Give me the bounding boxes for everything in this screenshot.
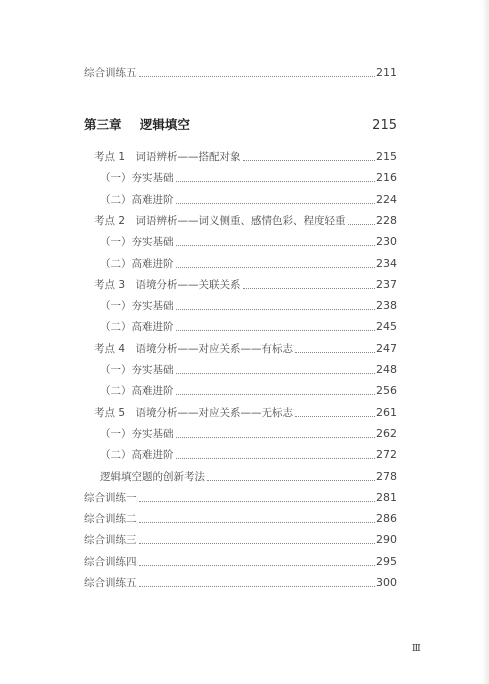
toc-entry-top[interactable] — [84, 66, 397, 80]
toc-entry-label: （一）夯实基础 — [100, 172, 174, 185]
toc-entry-label: （一）夯实基础 — [100, 427, 174, 440]
toc-entry[interactable] — [100, 470, 397, 484]
leader-dots — [176, 372, 376, 374]
toc-entry-page: 295 — [376, 554, 397, 568]
toc-entry-label: （一）夯实基础 — [100, 364, 174, 376]
toc-entry-page: 238 — [376, 299, 397, 313]
leader-dots — [243, 159, 375, 161]
page-folio: Ⅲ — [412, 644, 421, 654]
leader-dots — [139, 564, 376, 566]
leader-dots — [139, 542, 376, 544]
toc-entry-page: 290 — [376, 533, 397, 547]
toc-entry-page: 256 — [376, 384, 397, 398]
toc-entry[interactable] — [100, 448, 397, 462]
toc-entry-page: 247 — [376, 341, 397, 355]
leader-dots — [176, 180, 376, 182]
toc-entry-label: 综合训练四 — [84, 555, 137, 568]
toc-entry-label: 综合训练五 — [84, 577, 137, 589]
toc-entry[interactable] — [84, 533, 397, 547]
toc-entry-label: 综合训练一 — [84, 491, 137, 504]
leader-dots — [176, 393, 376, 395]
toc-entry-page: 230 — [376, 235, 397, 249]
toc-entry-page: 224 — [376, 192, 397, 206]
toc-entry[interactable] — [84, 576, 397, 590]
toc-entry-label: （二）高难进阶 — [100, 321, 174, 334]
toc-entry-page: 228 — [376, 213, 397, 227]
leader-dots — [176, 457, 376, 459]
toc-entry-label: 综合训练二 — [84, 513, 137, 526]
toc-entry[interactable] — [94, 278, 397, 292]
chapter-page: 215 — [372, 118, 397, 133]
toc-entry[interactable] — [100, 299, 397, 313]
leader-dots — [176, 308, 376, 310]
chapter-heading[interactable] — [84, 115, 397, 133]
leader-dots — [139, 75, 376, 77]
toc-entry-page: 262 — [376, 426, 397, 440]
chapter-title: 逻辑填空 — [139, 117, 190, 132]
toc-entry[interactable] — [100, 257, 397, 271]
toc-entry[interactable] — [94, 342, 397, 356]
toc-entry-page: 281 — [376, 490, 397, 504]
toc-entry-page: 216 — [376, 171, 397, 185]
toc-entry-label: 综合训练五 — [84, 67, 137, 79]
chapter-number: 第三章 — [84, 117, 122, 132]
leader-dots — [139, 500, 376, 502]
leader-dots — [243, 287, 375, 289]
toc-entry-page: 248 — [376, 363, 397, 376]
toc-entry[interactable] — [100, 193, 397, 207]
leader-dots — [295, 351, 375, 353]
toc-entry[interactable] — [94, 214, 397, 228]
toc-entry-label: 考点 2 词语辨析——词义侧重、感情色彩、程度轻重 — [94, 214, 346, 227]
toc-entry-label: （一）夯实基础 — [100, 300, 174, 313]
toc-entry-label: （二）高难进阶 — [100, 193, 174, 206]
leader-dots — [176, 436, 376, 438]
toc-entry[interactable] — [100, 363, 397, 377]
toc-entry-page: 245 — [376, 320, 397, 334]
toc-entry-page: 286 — [376, 512, 397, 526]
leader-dots — [176, 266, 376, 268]
toc-entry-label: （二）高难进阶 — [100, 385, 174, 398]
toc-entry-page: 272 — [376, 448, 397, 462]
toc-entry-page: 278 — [376, 469, 397, 483]
toc-entry-label: 逻辑填空题的创新考法 — [100, 470, 205, 483]
toc-entry[interactable] — [100, 427, 397, 441]
toc-entry-label: 综合训练三 — [84, 534, 137, 547]
toc-entry-page: 237 — [376, 277, 397, 291]
leader-dots — [348, 223, 375, 225]
leader-dots — [176, 202, 376, 204]
toc-entry[interactable] — [100, 171, 397, 185]
toc-entry[interactable] — [100, 384, 397, 398]
toc-entry-label: （一）夯实基础 — [100, 236, 174, 249]
toc-entry-label: 考点 1 词语辨析——搭配对象 — [94, 151, 241, 163]
toc-entry-label: （二）高难进阶 — [100, 257, 174, 270]
toc-entry[interactable] — [84, 555, 397, 569]
toc-entry-label: 考点 3 语境分析——关联关系 — [94, 278, 241, 291]
toc-entry-page: 261 — [376, 405, 397, 419]
toc-entry-label: 考点 5 语境分析——对应关系——无标志 — [94, 406, 294, 419]
toc-entry[interactable] — [84, 491, 397, 505]
toc-entry[interactable] — [100, 320, 397, 334]
leader-dots — [176, 244, 376, 246]
leader-dots — [207, 479, 375, 481]
toc-entry[interactable] — [94, 406, 397, 420]
leader-dots — [139, 585, 376, 587]
toc-entry-label: 考点 4 语境分析——对应关系——有标志 — [94, 342, 294, 355]
leader-dots — [295, 415, 375, 417]
toc-entry-page: 215 — [376, 150, 397, 163]
toc-entry-page: 300 — [376, 576, 397, 589]
toc-entry[interactable] — [100, 235, 397, 249]
toc-entry-label: （二）高难进阶 — [100, 449, 174, 462]
toc-entry-page: 211 — [376, 66, 397, 79]
leader-dots — [139, 521, 376, 523]
toc-entry[interactable] — [84, 512, 397, 526]
toc-entry-page: 234 — [376, 256, 397, 270]
leader-dots — [176, 329, 376, 331]
toc-entry[interactable] — [94, 150, 397, 164]
